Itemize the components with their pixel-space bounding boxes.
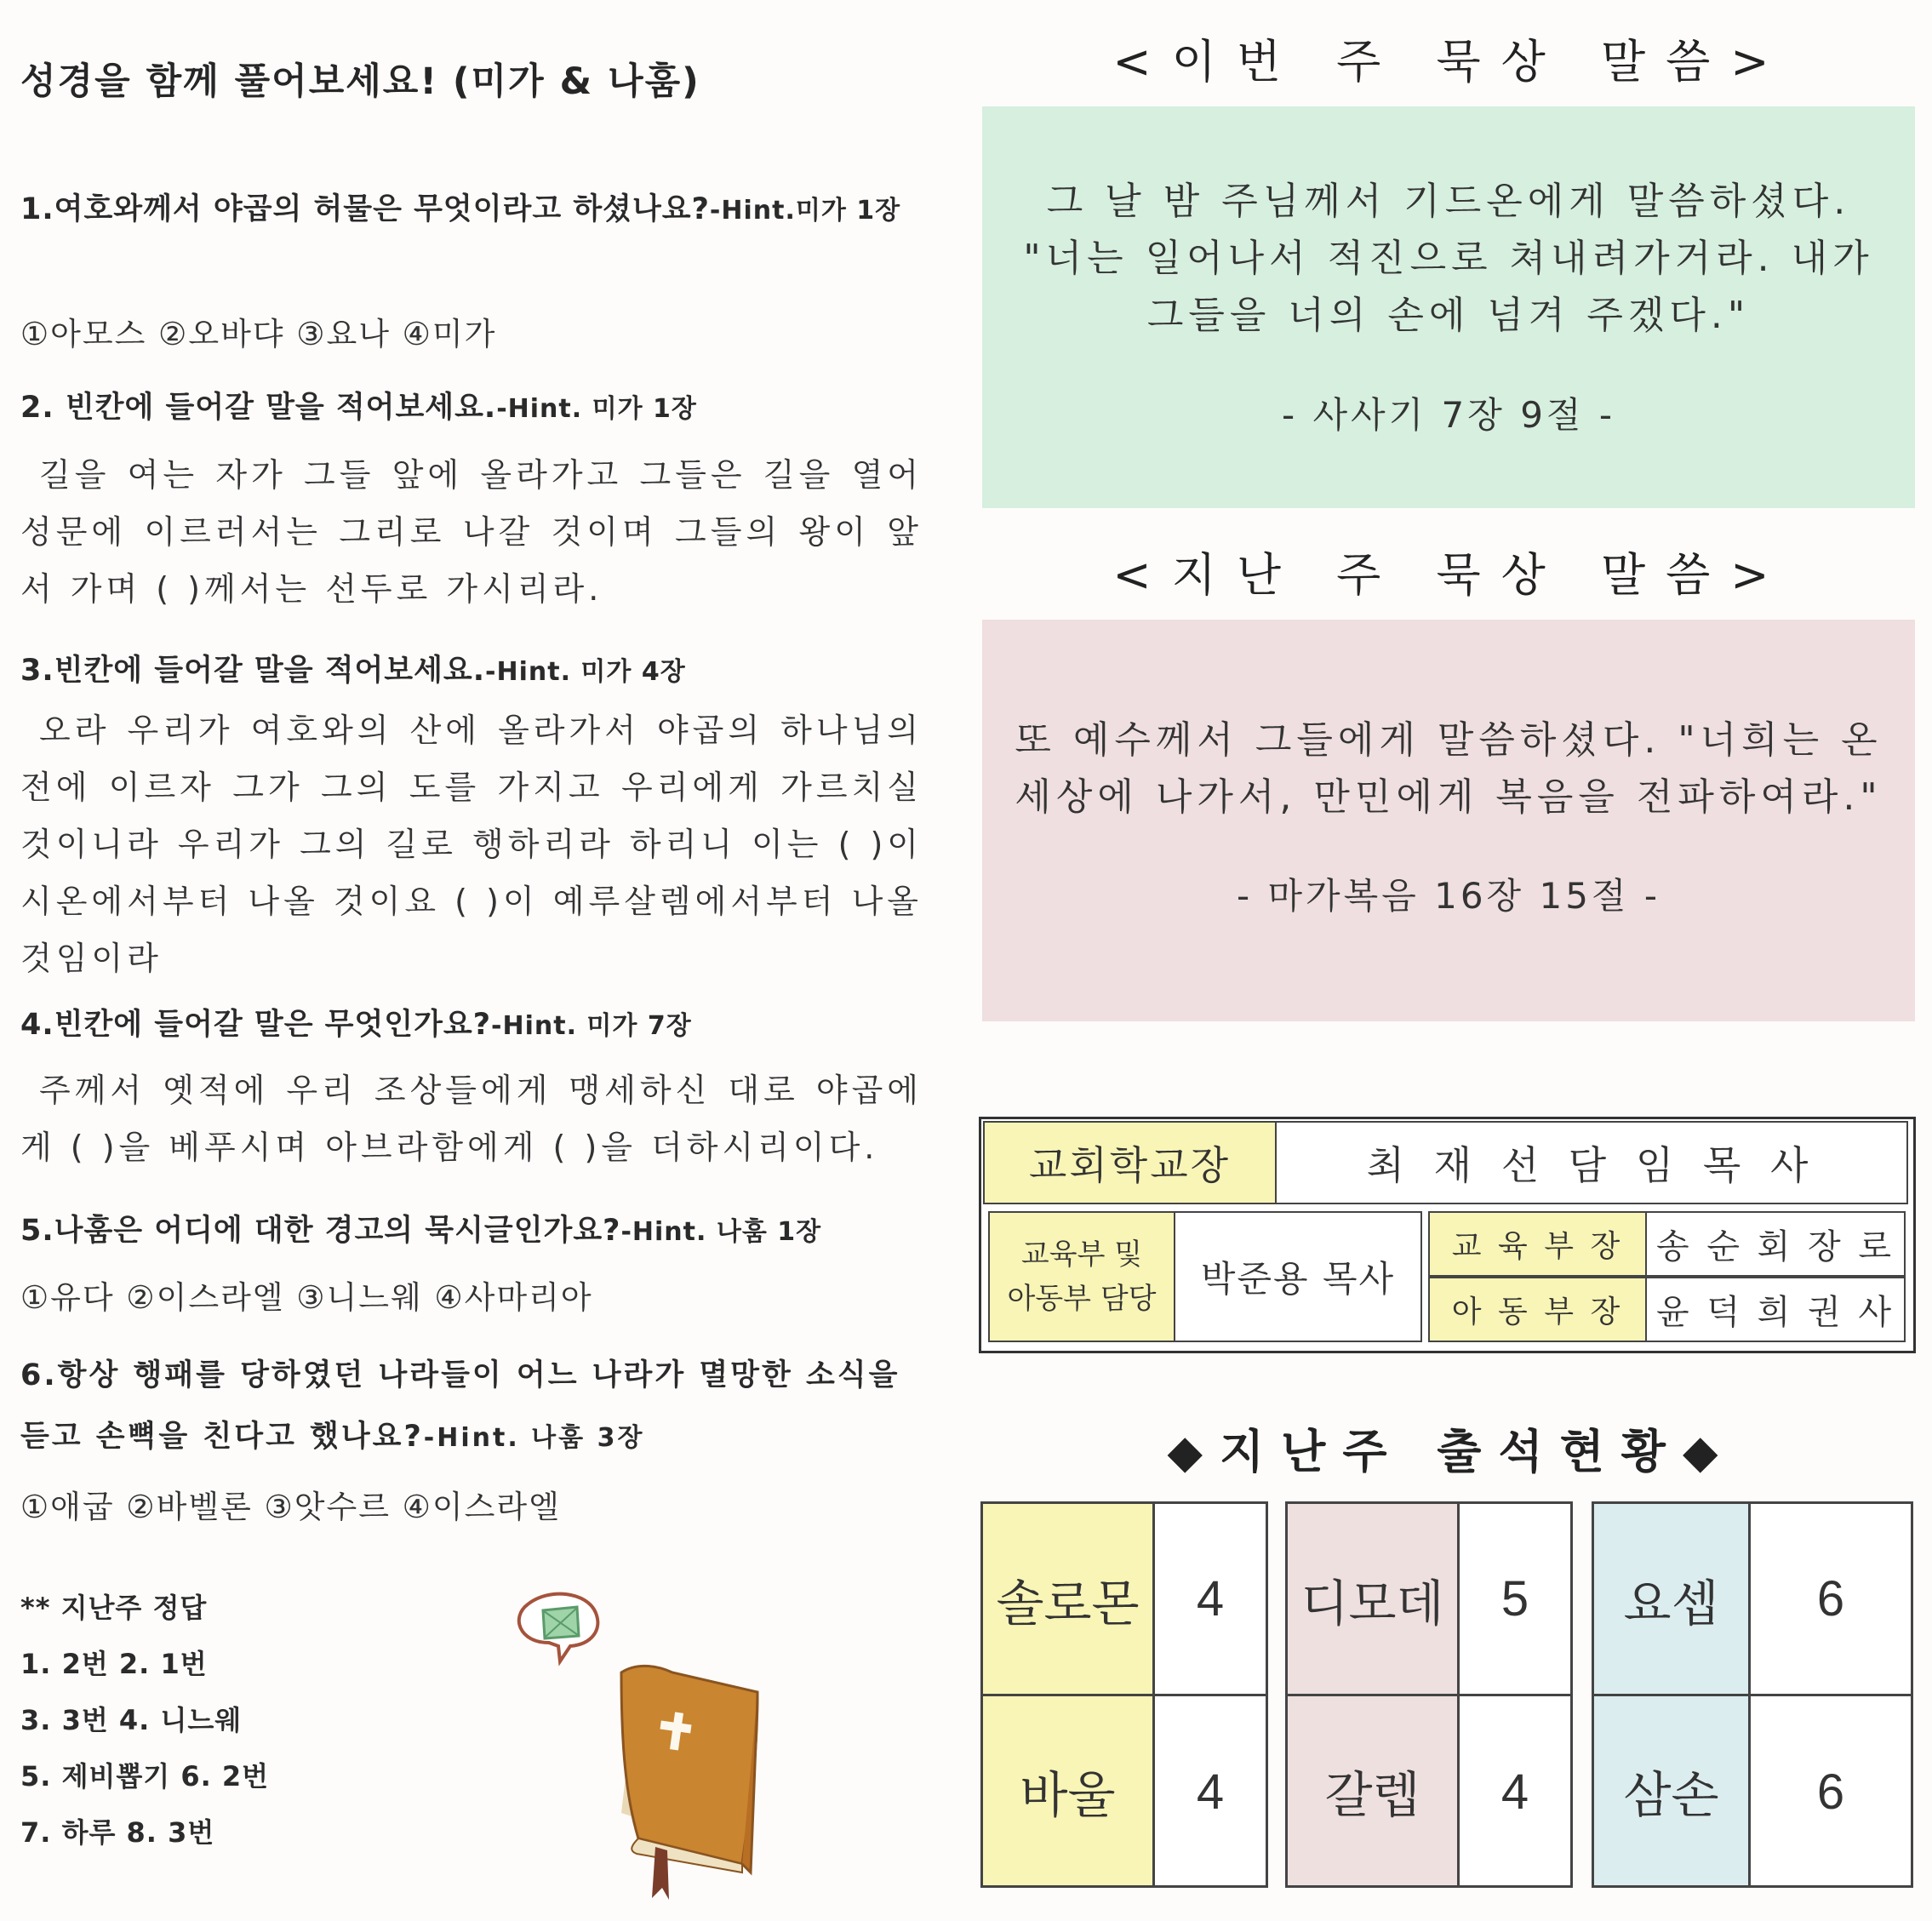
verse-line: 또 예수께서 그들에게 말씀하셨다. "너희는 온	[1015, 718, 1883, 762]
verse-line: "너는 일어나서 적진으로 쳐내려가거라. 내가	[1023, 237, 1874, 280]
question-text: 5.나훔은 어디에 대한 경고의 묵시글인가요?	[20, 1214, 621, 1248]
class-name: 요셉	[1594, 1504, 1751, 1694]
question-6	[20, 1345, 931, 1469]
class-name: 솔로몬	[983, 1504, 1155, 1694]
principal-label: 교회학교장	[983, 1121, 1277, 1204]
question-hint: -Hint.미가 1장	[709, 196, 901, 226]
question-text: 1.여호와께서 야곱의 허물은 무엇이라고 하셨나요?	[20, 192, 710, 226]
edu-dept-label-line: 교육부 및	[1020, 1238, 1143, 1272]
question-1-options: ①아모스 ②오바댜 ③요나 ④미가	[20, 316, 497, 352]
question-2-passage: 길을 여는 자가 그들 앞에 올라가고 그들은 길을 열어 성문에 이르러서는 그리로 나갈 것이며 그들의 왕이 앞서 가며 ( )께서는 선두로 가시리라.	[20, 456, 923, 608]
question-4	[20, 994, 931, 1057]
attendance-count: 6	[1816, 1571, 1845, 1627]
attendance-count: 4	[1196, 1571, 1225, 1627]
verse-reference: - 사사기 7장 9절 -	[1281, 394, 1616, 436]
last-week-verse-title: <지난 주 묵상 말씀>	[1112, 548, 1790, 602]
attendance-group	[980, 1501, 1268, 1888]
attendance-count: 6	[1751, 1694, 1911, 1888]
this-week-verse-box	[982, 106, 1915, 508]
answer-line: 5. 제비뽑기 6. 2번	[20, 1760, 270, 1792]
verse-line: 그 날 밤 주님께서 기드온에게 말씀하셨다.	[1046, 180, 1851, 223]
verse-line: 그들을 너의 손에 넘겨 주겠다."	[1146, 294, 1751, 337]
question-hint: -Hint. 나훔 1장	[620, 1217, 822, 1247]
bible-book-icon	[621, 1666, 757, 1900]
quiz-section	[0, 0, 945, 1921]
question-text: 2. 빈칸에 들어갈 말을 적어보세요.	[20, 391, 497, 425]
class-name: 삼손	[1594, 1694, 1751, 1885]
question-2	[20, 377, 931, 440]
attendance-count: 5	[1500, 1571, 1529, 1627]
question-6-options: ①애굽 ②바벨론 ③앗수르 ④이스라엘	[20, 1489, 561, 1525]
question-hint: -Hint. 미가 4장	[485, 657, 686, 687]
bible-illustration	[502, 1592, 894, 1915]
attendance-title: ◆지난주 출석현황◆	[1167, 1425, 1735, 1478]
quiz-title: 성경을 함께 풀어보세요! (미가 & 나훔)	[20, 60, 700, 103]
right-column	[970, 0, 1932, 1921]
class-name: 디모데	[1288, 1504, 1460, 1694]
staff-table	[979, 1117, 1916, 1353]
answer-line: 7. 하루 8. 3번	[20, 1816, 215, 1849]
question-text: 6.항상 행패를 당하였던 나라들이 어느 나라가 멸망한 소식을 듣고 손뼉을 친다고 했나요?	[20, 1358, 900, 1454]
question-4-passage: 주께서 옛적에 우리 조상들에게 맹세하신 대로 야곱에게 ( )을 베푸시며 아브라함에게 ( )을 더하시리이다.	[20, 1072, 923, 1166]
attendance-group	[1592, 1501, 1913, 1888]
question-text: 3.빈칸에 들어갈 말을 적어보세요.	[20, 654, 486, 688]
question-3	[20, 640, 931, 703]
class-name: 바울	[983, 1694, 1155, 1885]
edu-head-label: 교 육 부 장	[1428, 1211, 1647, 1277]
answers-title: ** 지난주 정답	[20, 1592, 208, 1624]
answer-line: 1. 2번 2. 1번	[20, 1648, 208, 1680]
attendance-count: 4	[1155, 1694, 1266, 1888]
child-head-name: 윤 덕 희 권 사	[1645, 1277, 1906, 1342]
question-hint: -Hint. 미가 7장	[491, 1011, 692, 1041]
edu-dept-label	[988, 1211, 1175, 1342]
question-1	[20, 179, 931, 242]
speech-bubble-icon	[519, 1594, 598, 1661]
question-hint: -Hint. 나훔 3장	[423, 1423, 645, 1453]
edu-dept-name: 박준용 목사	[1174, 1211, 1422, 1342]
edu-head-name: 송 순 회 장 로	[1645, 1211, 1906, 1277]
question-5-options: ①유다 ②이스라엘 ③니느웨 ④사마리아	[20, 1279, 593, 1316]
principal-name: 최 재 선 담 임 목 사	[1275, 1121, 1908, 1204]
question-3-passage: 오라 우리가 여호와의 산에 올라가서 야곱의 하나님의 전에 이르자 그가 그의 도를 가지고 우리에게 가르치실 것이니라 우리가 그의 길로 행하리라 하리니 이는 ( )이 시온에서부터 나올 것이요 ( )이 예루살렘에서부터 나올 것임이라	[20, 712, 923, 977]
last-week-verse-box	[982, 620, 1915, 1021]
verse-reference: - 마가복음 16장 15절 -	[1236, 875, 1661, 917]
question-5	[20, 1200, 931, 1263]
question-hint: -Hint. 미가 1장	[496, 394, 697, 424]
this-week-verse-title: <이번 주 묵상 말씀>	[1112, 35, 1790, 89]
answer-line: 3. 3번 4. 니느웨	[20, 1704, 243, 1736]
child-head-label: 아 동 부 장	[1428, 1277, 1647, 1342]
attendance-count: 4	[1460, 1694, 1570, 1888]
edu-dept-label-line: 아동부 담당	[1007, 1282, 1157, 1316]
verse-line: 세상에 나가서, 만민에게 복음을 전파하여라."	[1015, 775, 1883, 819]
class-name: 갈렙	[1288, 1694, 1460, 1885]
attendance-group	[1285, 1501, 1573, 1888]
question-text: 4.빈칸에 들어갈 말은 무엇인가요?	[20, 1008, 492, 1042]
